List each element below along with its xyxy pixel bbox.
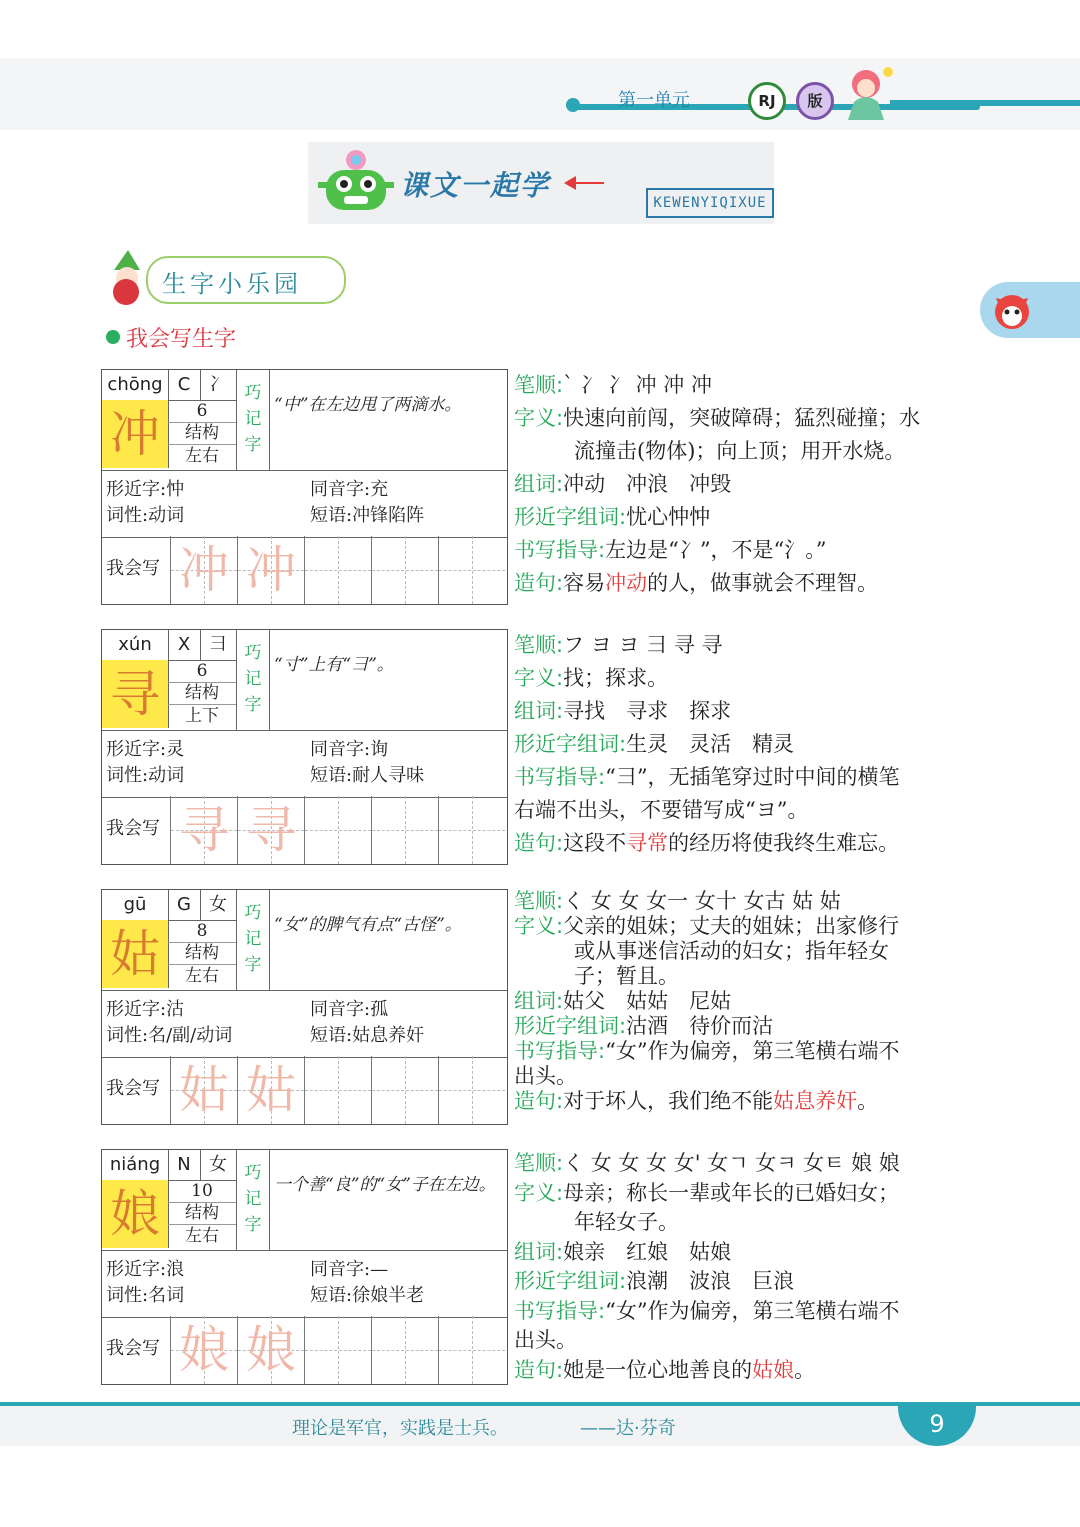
footer-author: ——达·芬奇	[580, 1418, 676, 1439]
structure-value: 上下	[185, 706, 219, 726]
stroke-count: 6	[168, 400, 236, 423]
practice-cell[interactable]: 娘	[170, 1316, 237, 1384]
practice-cell[interactable]: 娘	[237, 1316, 304, 1384]
memory-tip-label: 巧记字	[236, 630, 270, 730]
phrase: 短语:耐人寻味	[310, 765, 425, 786]
main-character: 姑	[102, 920, 169, 988]
char-detail	[514, 1149, 964, 1385]
banner-title: 课文一起学	[400, 169, 551, 202]
char-card	[101, 889, 508, 1125]
meaning-cont: 子；暂且。	[574, 964, 679, 988]
similar-words: 形近字组词:忧心忡忡	[514, 505, 711, 529]
meaning-cont: 年轻女子。	[574, 1210, 679, 1234]
footer-quote: 理论是军官，实践是士兵。	[292, 1418, 508, 1439]
practice-label: 我会写	[106, 558, 160, 579]
example-sentence: 造句:对于坏人，我们绝不能姑息养奸。	[514, 1089, 879, 1113]
fairy-icon	[836, 62, 900, 124]
char-detail	[514, 369, 964, 600]
unit-label: 第一单元	[618, 90, 690, 111]
memory-tip: 一个善“良”的“女”子在左边。	[274, 1175, 496, 1195]
similar-words: 形近字组词:沽酒 待价而沽	[514, 1014, 774, 1038]
pinyin: niáng	[102, 1150, 169, 1181]
practice-cell[interactable]	[304, 1316, 371, 1384]
radical: 女	[200, 890, 236, 921]
words: 组词:娘亲 红娘 姑娘	[514, 1239, 732, 1264]
example-sentence: 造句:她是一位心地善良的姑娘。	[514, 1357, 816, 1382]
version-badge: 版	[796, 82, 834, 120]
pinyin: gū	[102, 890, 169, 921]
example-sentence: 造句:这段不寻常的经历将使我终生难忘。	[514, 831, 900, 855]
writing-guide: 书写指导:“女”作为偏旁，第三笔横右端不	[514, 1039, 900, 1063]
initial-letter: X	[168, 630, 201, 661]
phrase: 短语:徐娘半老	[310, 1285, 425, 1306]
practice-cell[interactable]	[438, 796, 505, 864]
main-character: 冲	[102, 400, 169, 468]
part-of-speech: 词性:名词	[106, 1285, 185, 1306]
practice-cell[interactable]	[304, 796, 371, 864]
similar-char: 形近字:沽	[106, 999, 185, 1020]
practice-cell[interactable]: 姑	[237, 1056, 304, 1124]
char-block-chong	[0, 369, 1080, 609]
words: 组词:冲动 冲浪 冲毁	[514, 472, 732, 496]
similar-char: 形近字:忡	[106, 479, 185, 500]
similar-words: 形近字组词:生灵 灵活 精灵	[514, 732, 795, 756]
fox-icon	[990, 288, 1034, 332]
part-of-speech: 词性:动词	[106, 765, 185, 786]
char-detail	[514, 889, 964, 1114]
practice-cell[interactable]: 寻	[237, 796, 304, 864]
practice-label: 我会写	[106, 1338, 160, 1359]
memory-tip: “中”在左边甩了两滴水。	[274, 395, 462, 415]
memory-tip: “女”的脾气有点“古怪”。	[274, 915, 462, 935]
words: 组词:姑父 姑姑 尼姑	[514, 989, 732, 1013]
words: 组词:寻找 寻求 探求	[514, 699, 732, 723]
structure-label: 结构	[168, 942, 236, 965]
char-card	[101, 629, 508, 865]
practice-cell[interactable]: 冲	[237, 536, 304, 604]
pinyin: chōng	[102, 370, 169, 401]
structure-value: 左右	[185, 1226, 219, 1246]
meaning: 字义:父亲的姐妹；丈夫的姐妹；出家修行	[514, 914, 900, 938]
char-block-xun	[0, 629, 1080, 869]
header-dot	[566, 98, 580, 112]
meaning: 字义:找；探求。	[514, 666, 669, 690]
homophone: 同音字:充	[310, 479, 389, 500]
meaning-cont: 或从事迷信活动的妇女；指年轻女	[574, 939, 889, 963]
similar-char: 形近字:灵	[106, 739, 185, 760]
main-character: 寻	[102, 660, 169, 728]
stroke-count: 6	[168, 660, 236, 683]
writing-guide: 书写指导:“女”作为偏旁，第三笔横右端不	[514, 1298, 900, 1323]
page-number: 9	[898, 1402, 976, 1446]
stroke-order: 笔顺:く 女 女 女一 女十 女古 姑 姑	[514, 889, 841, 913]
practice-cell[interactable]	[371, 1316, 438, 1384]
practice-cell[interactable]	[304, 1056, 371, 1124]
radical: 冫	[200, 370, 236, 401]
stroke-order: 笔顺:` 冫 冫 冲 冲 冲	[514, 373, 712, 397]
homophone: 同音字:—	[310, 1259, 389, 1280]
structure-label: 结构	[168, 682, 236, 705]
practice-cell[interactable]: 姑	[170, 1056, 237, 1124]
memory-tip-label: 巧记字	[236, 890, 270, 990]
bullet-dot	[106, 330, 120, 344]
part-of-speech: 词性:动词	[106, 505, 185, 526]
initial-letter: C	[168, 370, 201, 401]
char-block-gu	[0, 889, 1080, 1129]
pinyin: xún	[102, 630, 169, 661]
practice-cell[interactable]	[304, 536, 371, 604]
stroke-count: 10	[168, 1180, 236, 1203]
radical: 女	[200, 1150, 236, 1181]
meaning: 字义:快速向前闯，突破障碍；猛烈碰撞；水	[514, 406, 921, 430]
banner-subtitle: KEWENYIQIXUE	[646, 188, 774, 218]
similar-words: 形近字组词:浪潮 波浪 巨浪	[514, 1269, 795, 1293]
memory-tip: “寸”上有“彐”。	[274, 655, 394, 675]
practice-cell[interactable]: 冲	[170, 536, 237, 604]
initial-letter: G	[168, 890, 201, 921]
radical: 彐	[200, 630, 236, 661]
header-band	[0, 58, 1080, 130]
homophone: 同音字:孤	[310, 999, 389, 1020]
practice-cell[interactable]	[438, 1316, 505, 1384]
structure-value: 左右	[185, 446, 219, 466]
practice-cell[interactable]	[371, 536, 438, 604]
stroke-order: 笔顺:く 女 女 女 女' 女ㄱ 女ㅋ 女ㅌ 娘 娘	[514, 1151, 900, 1175]
stroke-order: 笔顺:フ ヨ ヨ 彐 寻 寻	[514, 633, 723, 657]
arrow-icon	[564, 176, 604, 190]
section-title: 生字小乐园	[162, 270, 302, 298]
phrase: 短语:冲锋陷阵	[310, 505, 425, 526]
edition-badge: RJ	[748, 82, 786, 120]
practice-cell[interactable]	[371, 1056, 438, 1124]
header-line-right	[890, 100, 1080, 106]
structure-label: 结构	[168, 422, 236, 445]
char-detail	[514, 629, 964, 860]
writing-guide: 书写指导:“彐”，无插笔穿过时中间的横笔	[514, 765, 900, 789]
green-monster-icon	[316, 146, 394, 220]
char-card	[101, 369, 508, 605]
main-character: 娘	[102, 1180, 169, 1248]
practice-cell[interactable]	[438, 536, 505, 604]
part-of-speech: 词性:名/副/动词	[106, 1025, 233, 1046]
section-subtitle: 我会写生字	[126, 327, 237, 352]
homophone: 同音字:询	[310, 739, 389, 760]
practice-cell[interactable]	[438, 1056, 505, 1124]
meaning: 字义:母亲；称长一辈或年长的已婚妇女；	[514, 1180, 900, 1205]
writing-guide-cont: 右端不出头，不要错写成“ヨ”。	[514, 798, 809, 822]
structure-value: 左右	[185, 966, 219, 986]
stroke-count: 8	[168, 920, 236, 943]
phrase: 短语:姑息养奸	[310, 1025, 425, 1046]
practice-label: 我会写	[106, 818, 160, 839]
writing-guide-cont: 出头。	[514, 1064, 577, 1088]
memory-tip-label: 巧记字	[236, 1150, 270, 1250]
writing-guide: 书写指导:左边是“冫”，不是“氵。”	[514, 538, 827, 562]
practice-cell[interactable]	[371, 796, 438, 864]
char-card	[101, 1149, 508, 1385]
initial-letter: N	[168, 1150, 201, 1181]
gnome-icon	[104, 248, 150, 306]
writing-guide-cont: 出头。	[514, 1328, 577, 1352]
memory-tip-label: 巧记字	[236, 370, 270, 470]
practice-cell[interactable]: 寻	[170, 796, 237, 864]
structure-label: 结构	[168, 1202, 236, 1225]
meaning-cont: 流撞击(物体)；向上顶；用开水烧。	[574, 439, 906, 463]
example-sentence: 造句:容易冲动的人，做事就会不理智。	[514, 571, 879, 595]
practice-label: 我会写	[106, 1078, 160, 1099]
char-block-niang	[0, 1149, 1080, 1389]
similar-char: 形近字:浪	[106, 1259, 185, 1280]
